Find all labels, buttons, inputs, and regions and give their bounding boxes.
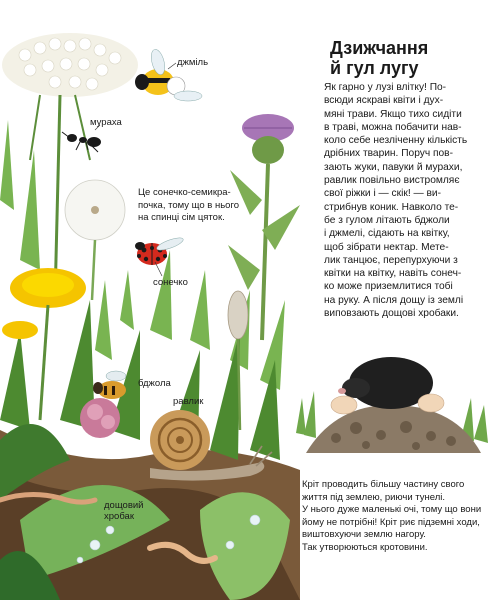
mole-illustration — [296, 343, 491, 463]
mole-nose — [338, 388, 346, 394]
article-title: Дзижчання й гул лугу — [330, 38, 429, 78]
bumblebee — [135, 48, 202, 101]
clover-flower — [80, 398, 120, 438]
article-body: Як гарно у лузі влітку! По- всюди яскраві квіти і дух- мяні трави. Якщо тихо сидіти в траві, можна побачити нав- коло себе незліченну кількість дрібних тварин. Поруч пов- зають жуки, павуки й мурахи, равлик повільно вистромляє свої ріжки і — скік! — ви- стрибнув коник. Навколо те- бе з гулом літають бджоли і джмелі, сідають на квітку, щоб зібрати нектар. Мете- лик танцює, перепурхуючи з квітки на квітку, навіть сонеч- ко може приземлитися тобі на руку. А після дощу із землі виповзають дощові хробаки. — [324, 82, 468, 320]
mole-head — [342, 378, 370, 398]
mole-left-paw — [331, 396, 357, 414]
bee — [93, 371, 126, 399]
label-snail: равлик — [173, 396, 204, 407]
mole-scene — [296, 343, 491, 463]
label-ladybug: сонечко — [153, 277, 188, 288]
label-ant: мураха — [90, 117, 122, 128]
label-earthworm: дощовий хробак — [104, 500, 144, 522]
mole-caption: Кріт проводить більшу частину свого життя під землею, риючи тунелі. У нього дуже маленькі очі, тому що вони йому не потрібні! Кріт риє підземні ходи, виштовхуючи землю нагору. Так утворюються кротовини. — [302, 479, 482, 553]
ladybug-caption — [138, 187, 266, 225]
molehill — [306, 405, 481, 453]
ant — [62, 132, 101, 152]
label-bee: бджола — [138, 378, 171, 389]
ladybug-caption-text: Це сонечко-семикра- почка, тому що в нього на спинці сім цяток. — [138, 187, 239, 223]
mole-right-paw — [418, 394, 444, 412]
ladybug — [135, 235, 185, 265]
label-bumblebee: джміль — [177, 57, 209, 68]
